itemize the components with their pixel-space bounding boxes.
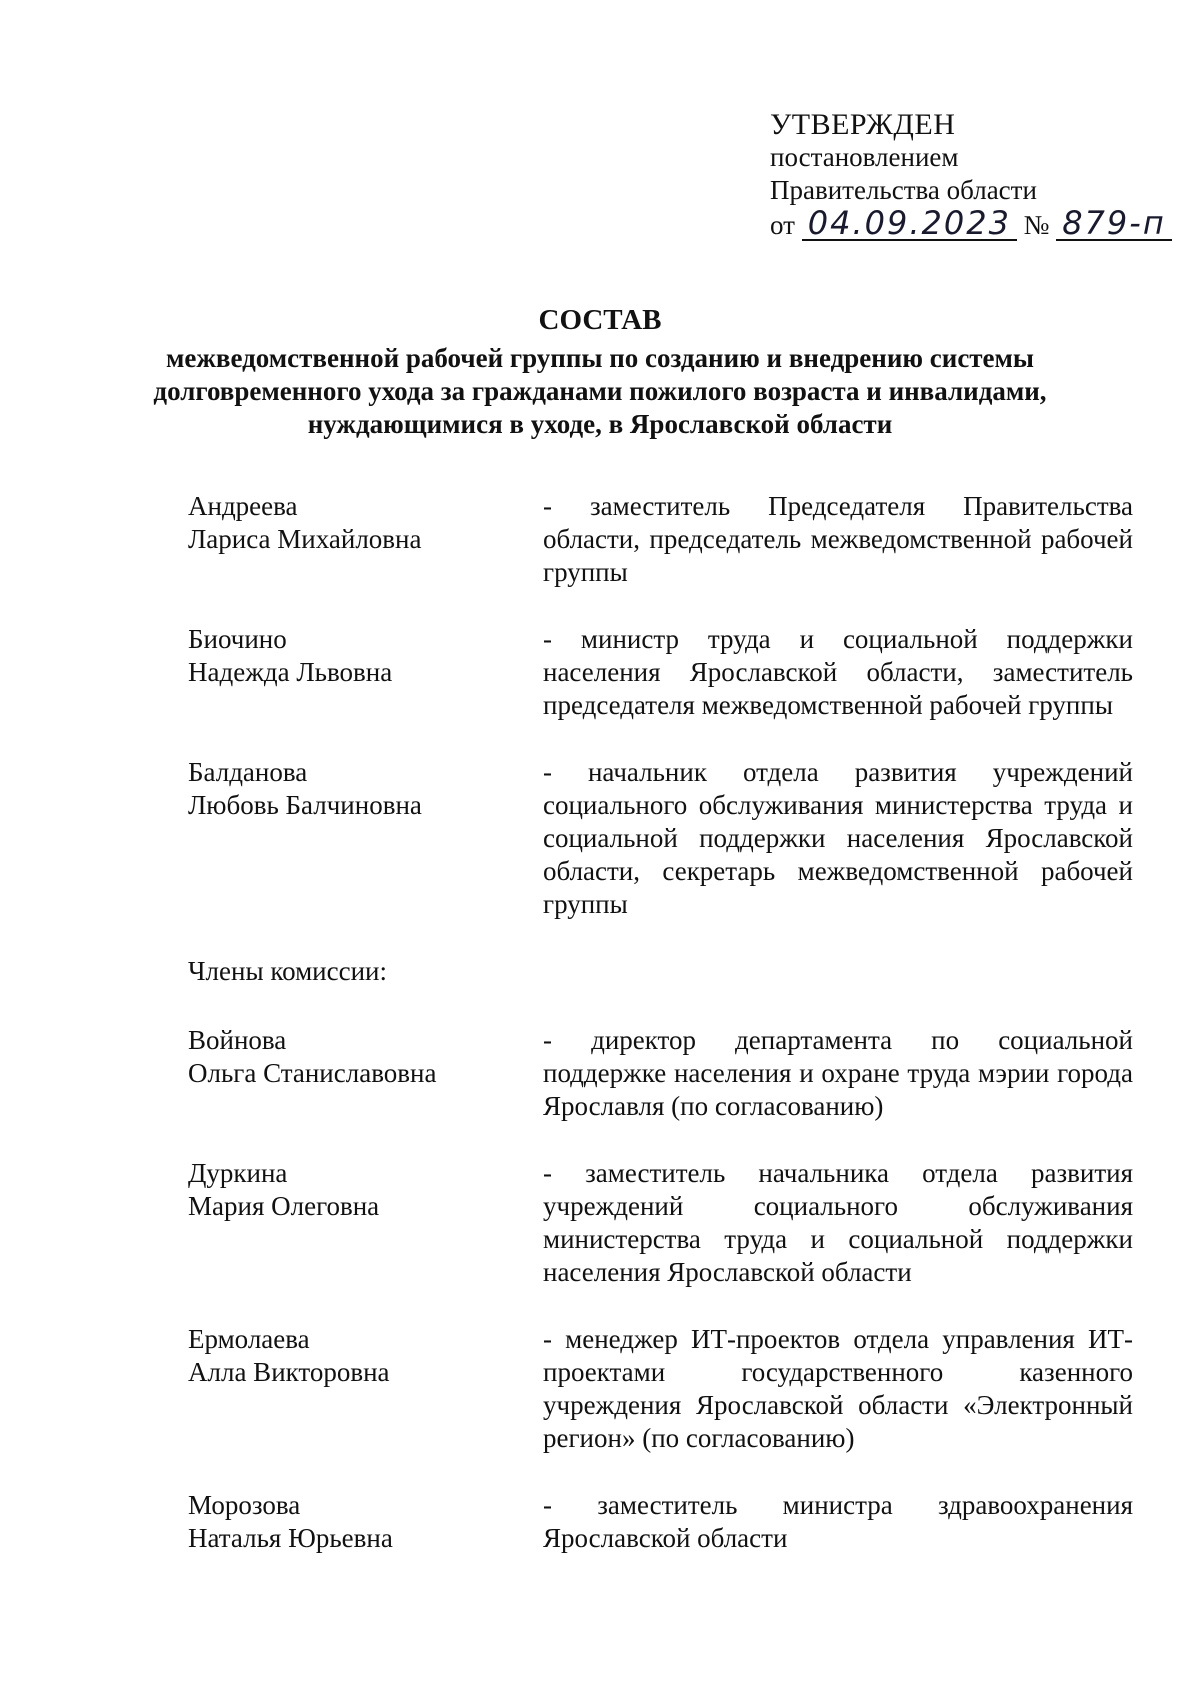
member-surname: Балданова <box>188 757 308 787</box>
member-name <box>188 756 543 921</box>
member-name <box>188 1024 543 1123</box>
title-main: СОСТАВ <box>538 304 662 336</box>
approval-stamp <box>770 108 1172 242</box>
member-row <box>188 1489 1138 1555</box>
handwritten-date: 04.09.2023 <box>802 207 1017 241</box>
member-given-name: Надежда Львовна <box>188 657 393 687</box>
member-name <box>188 490 543 589</box>
approval-heading: УТВЕРЖДЕН <box>770 108 956 141</box>
commission-members-group <box>188 1024 1138 1555</box>
member-name <box>188 1157 543 1289</box>
member-surname: Дуркина <box>188 1158 288 1188</box>
approval-line-1: постановлением <box>770 142 959 172</box>
title-subtitle: межведомственной рабочей группы по созданию и внедрению системы долговременного ухода за гражданами пожилого возраста и инвалидами, нуждающимися в уходе, в Ярославской области <box>153 343 1047 439</box>
approval-line-2: Правительства области <box>770 175 1037 205</box>
member-given-name: Лариса Михайловна <box>188 524 422 554</box>
member-given-name: Ольга Станиславовна <box>188 1058 437 1088</box>
member-surname: Андреева <box>188 491 298 521</box>
members-section-label: Члены комиссии: <box>188 956 387 986</box>
member-given-name: Любовь Балчиновна <box>188 790 422 820</box>
member-name <box>188 1323 543 1455</box>
document-title <box>150 302 1050 441</box>
member-given-name: Мария Олеговна <box>188 1191 380 1221</box>
members-list <box>188 490 1138 1589</box>
member-surname: Биочино <box>188 624 287 654</box>
member-surname: Морозова <box>188 1490 301 1520</box>
member-role: - заместитель начальника отдела развития учреждений социального обслуживания министерства труда и социальной поддержки населения Ярославской области <box>543 1158 1133 1287</box>
handwritten-number: 879-п <box>1056 207 1172 241</box>
member-role: - заместитель министра здравоохранения Ярославской области <box>543 1490 1133 1553</box>
member-given-name: Наталья Юрьевна <box>188 1523 393 1553</box>
member-name <box>188 623 543 722</box>
member-row <box>188 1024 1138 1123</box>
member-role: - министр труда и социальной поддержки населения Ярославской области, заместитель председателя межведомственной рабочей группы <box>543 624 1133 720</box>
approval-ot: от <box>770 210 795 240</box>
member-surname: Войнова <box>188 1025 287 1055</box>
approval-date-line <box>770 204 1172 242</box>
member-name <box>188 1489 543 1555</box>
member-role: - менеджер ИТ-проектов отдела управления ИТ-проектами государственного казенного учреждения Ярославской области «Электронный регион» (по согласованию) <box>543 1324 1133 1453</box>
member-row <box>188 490 1138 589</box>
member-row <box>188 1323 1138 1455</box>
member-given-name: Алла Викторовна <box>188 1357 390 1387</box>
leaders-group <box>188 490 1138 921</box>
member-row <box>188 623 1138 722</box>
member-surname: Ермолаева <box>188 1324 310 1354</box>
approval-number-sign: № <box>1023 210 1050 240</box>
member-role: - заместитель Председателя Правительства области, председатель межведомственной рабочей группы <box>543 491 1133 587</box>
member-row <box>188 756 1138 921</box>
member-role: - директор департамента по социальной поддержке населения и охране труда мэрии города Ярославля (по согласованию) <box>543 1025 1133 1121</box>
member-role: - начальник отдела развития учреждений социального обслуживания министерства труда и социальной поддержки населения Ярославской области, секретарь межведомственной рабочей группы <box>543 757 1133 919</box>
member-row <box>188 1157 1138 1289</box>
